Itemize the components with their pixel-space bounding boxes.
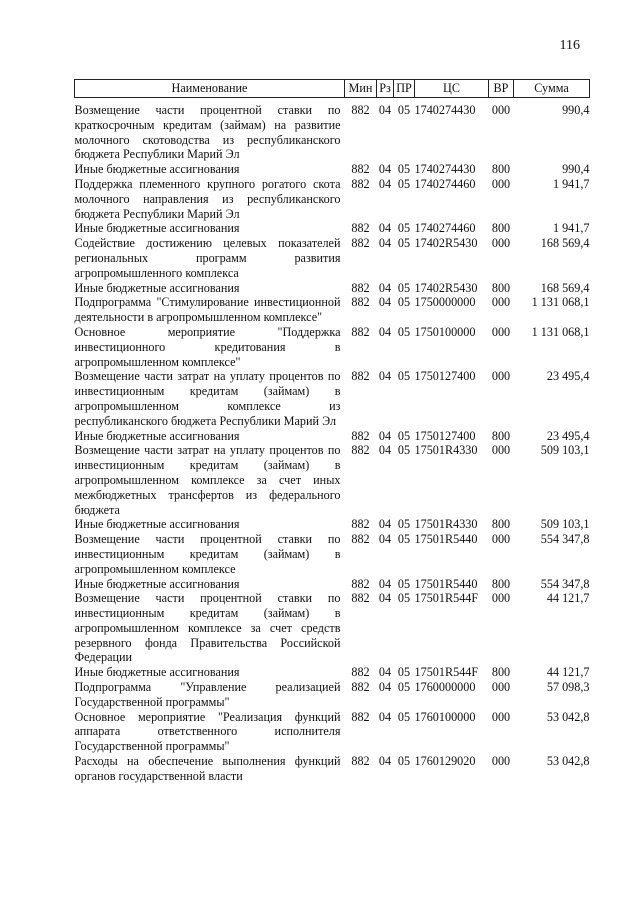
row-sum: 168 569,4: [540, 236, 590, 251]
row-vr: 000: [491, 443, 511, 458]
row-vr: 800: [491, 162, 511, 177]
row-pr: 05: [397, 591, 411, 606]
row-min: 882: [351, 665, 370, 680]
row-vr: 800: [491, 221, 511, 236]
row-name: Возмещение части процентной ставки по инвестиционным кредитам (займам) в агропромышленном комплексе: [74, 532, 341, 576]
row-cs: 1760129020: [414, 754, 476, 769]
row-sum: 509 103,1: [540, 517, 590, 532]
row-rz: 04: [378, 591, 392, 606]
row-name: Возмещение части затрат на уплату процентов по инвестиционным кредитам (займам) в агропромышленном комплексе из республиканского бюджета Республики Марий Эл: [74, 369, 341, 428]
row-vr: 000: [491, 103, 511, 117]
row-pr: 05: [397, 665, 411, 680]
table-header-row: [75, 80, 590, 98]
row-cs: 1750127400: [414, 369, 476, 384]
row-min: 882: [351, 295, 370, 310]
row-sum: 44 121,7: [546, 591, 590, 606]
row-vr: 000: [491, 680, 511, 695]
row-vr: 000: [491, 591, 511, 606]
row-min: 882: [351, 517, 370, 532]
row-name: Иные бюджетные ассигнования: [74, 517, 240, 532]
row-sum: 1 941,7: [552, 221, 590, 236]
row-min: 882: [351, 236, 370, 251]
table-row: [75, 577, 590, 592]
row-name: Поддержка племенного крупного рогатого скота молочного направления из республиканского бюджета Республики Марий Эл: [74, 176, 341, 221]
row-name: Иные бюджетные ассигнования: [74, 162, 240, 177]
row-pr: 05: [397, 680, 411, 695]
row-rz: 04: [378, 221, 392, 236]
row-sum: 554 347,8: [540, 532, 590, 547]
row-pr: 05: [397, 280, 411, 295]
row-name: Содействие достижению целевых показателей региональных программ развития агропромышленного комплекса: [74, 236, 341, 280]
row-pr: 05: [397, 324, 411, 339]
table-row: [75, 517, 590, 532]
row-min: 882: [351, 576, 370, 591]
table-row: [75, 429, 590, 444]
table-row: [75, 221, 590, 236]
row-vr: 000: [491, 176, 511, 191]
row-min: 882: [351, 221, 370, 236]
row-cs: 1740274430: [414, 162, 476, 177]
header-pr: ПР: [394, 80, 415, 98]
row-cs: 17501R4330: [414, 443, 478, 458]
row-pr: 05: [397, 532, 411, 547]
row-name: Иные бюджетные ассигнования: [74, 428, 240, 443]
row-vr: 000: [491, 532, 511, 547]
row-rz: 04: [378, 754, 392, 769]
row-name: Иные бюджетные ассигнования: [74, 576, 240, 591]
row-vr: 800: [491, 576, 511, 591]
row-pr: 05: [397, 754, 411, 769]
row-sum: 53 042,8: [546, 754, 590, 769]
row-rz: 04: [378, 295, 392, 310]
row-rz: 04: [378, 709, 392, 724]
row-rz: 04: [378, 517, 392, 532]
row-rz: 04: [378, 369, 392, 384]
row-sum: 23 495,4: [546, 428, 590, 443]
row-sum: 53 042,8: [546, 709, 590, 724]
row-pr: 05: [397, 162, 411, 177]
table-row: [75, 665, 590, 680]
row-rz: 04: [378, 443, 392, 458]
header-vr: ВР: [489, 80, 514, 98]
row-cs: 17402R5430: [414, 280, 478, 295]
row-name: Возмещение части процентной ставки по краткосрочным кредитам (займам) на развитие молочного скотоводства из республиканского бюджета Республики Марий Эл: [74, 103, 341, 162]
row-pr: 05: [397, 221, 411, 236]
row-rz: 04: [378, 680, 392, 695]
row-cs: 1760100000: [414, 709, 476, 724]
table-row: [75, 443, 590, 517]
row-cs: 17501R5440: [414, 532, 478, 547]
row-rz: 04: [378, 103, 392, 117]
row-cs: 1740274460: [414, 176, 476, 191]
page-number: 116: [559, 38, 580, 53]
row-vr: 000: [491, 295, 511, 310]
row-cs: 17501R4330: [414, 517, 478, 532]
row-min: 882: [351, 709, 370, 724]
table-row: [75, 103, 590, 162]
row-pr: 05: [397, 176, 411, 191]
row-vr: 800: [491, 517, 511, 532]
row-name: Возмещение части затрат на уплату процентов по инвестиционным кредитам (займам) в агропромышленном комплексе за счет иных межбюджетных трансфертов из федерального бюджета: [74, 443, 341, 517]
row-rz: 04: [378, 176, 392, 191]
row-min: 882: [351, 369, 370, 384]
row-pr: 05: [397, 576, 411, 591]
row-name: Иные бюджетные ассигнования: [74, 221, 240, 236]
row-cs: 17501R544F: [414, 591, 479, 606]
row-pr: 05: [397, 295, 411, 310]
header-cs: ЦС: [415, 80, 489, 98]
header-rz: Рз: [377, 80, 394, 98]
row-rz: 04: [378, 532, 392, 547]
table-row: [75, 177, 590, 221]
row-cs: 1750127400: [414, 428, 476, 443]
row-sum: 990,4: [562, 162, 590, 177]
row-name: Расходы на обеспечение выполнения функций органов государственной власти: [74, 754, 341, 783]
row-cs: 1750100000: [414, 324, 476, 339]
row-name: Подпрограмма "Управление реализацией Государственной программы": [74, 680, 341, 709]
row-sum: 23 495,4: [546, 369, 590, 384]
row-rz: 04: [378, 162, 392, 177]
row-sum: 990,4: [562, 103, 590, 117]
row-sum: 1 941,7: [552, 176, 590, 191]
row-sum: 168 569,4: [540, 280, 590, 295]
row-min: 882: [351, 176, 370, 191]
table-row: [75, 162, 590, 177]
row-min: 882: [351, 162, 370, 177]
row-pr: 05: [397, 103, 411, 117]
table-row: [75, 369, 590, 428]
table-row: [75, 754, 590, 784]
header-min: Мин: [345, 80, 377, 98]
row-vr: 000: [491, 324, 511, 339]
row-pr: 05: [397, 443, 411, 458]
row-rz: 04: [378, 428, 392, 443]
row-sum: 509 103,1: [540, 443, 590, 458]
table-row: [75, 281, 590, 296]
row-vr: 800: [491, 428, 511, 443]
row-min: 882: [351, 324, 370, 339]
row-cs: 17402R5430: [414, 236, 478, 251]
row-sum: 57 098,3: [546, 680, 590, 695]
row-rz: 04: [378, 324, 392, 339]
row-pr: 05: [397, 369, 411, 384]
row-rz: 04: [378, 576, 392, 591]
row-vr: 000: [491, 236, 511, 251]
row-vr: 800: [491, 280, 511, 295]
row-pr: 05: [397, 709, 411, 724]
row-min: 882: [351, 754, 370, 769]
table-row: [75, 325, 590, 369]
row-cs: 1750000000: [414, 295, 476, 310]
table-body: [75, 98, 590, 784]
row-sum: 1 131 068,1: [531, 324, 590, 339]
row-min: 882: [351, 280, 370, 295]
row-min: 882: [351, 428, 370, 443]
row-cs: 1740274460: [414, 221, 476, 236]
row-min: 882: [351, 443, 370, 458]
row-name: Основное мероприятие "Поддержка инвестиционного кредитования в агропромышленном комплексе": [74, 324, 341, 369]
row-vr: 000: [491, 754, 511, 769]
table-row: [75, 680, 590, 710]
row-min: 882: [351, 680, 370, 695]
row-sum: 1 131 068,1: [531, 295, 590, 310]
row-vr: 000: [491, 369, 511, 384]
row-sum: 554 347,8: [540, 576, 590, 591]
row-sum: 44 121,7: [546, 665, 590, 680]
row-name: Возмещение части процентной ставки по инвестиционным кредитам (займам) в агропромышленном комплексе за счет средств резервного фонда Правительства Российской Федерации: [74, 591, 341, 665]
table-row: [75, 591, 590, 665]
row-min: 882: [351, 103, 370, 117]
row-rz: 04: [378, 280, 392, 295]
row-cs: 1760000000: [414, 680, 476, 695]
table-row: [75, 710, 590, 754]
table-row: [75, 295, 590, 325]
row-vr: 000: [491, 709, 511, 724]
row-rz: 04: [378, 665, 392, 680]
row-cs: 17501R5440: [414, 576, 478, 591]
budget-table: [74, 79, 590, 784]
row-rz: 04: [378, 236, 392, 251]
table-row: [75, 236, 590, 280]
row-min: 882: [351, 591, 370, 606]
row-min: 882: [351, 532, 370, 547]
header-name: Наименование: [75, 80, 345, 98]
row-cs: 17501R544F: [414, 665, 479, 680]
row-pr: 05: [397, 428, 411, 443]
row-pr: 05: [397, 517, 411, 532]
row-name: Основное мероприятие "Реализация функций аппарата ответственного исполнителя Государственной программы": [74, 709, 341, 754]
row-name: Иные бюджетные ассигнования: [74, 665, 240, 680]
header-sum: Сумма: [514, 80, 590, 98]
row-vr: 800: [491, 665, 511, 680]
table-row: [75, 532, 590, 576]
row-name: Иные бюджетные ассигнования: [74, 280, 240, 295]
row-cs: 1740274430: [414, 103, 476, 117]
row-pr: 05: [397, 236, 411, 251]
row-name: Подпрограмма "Стимулирование инвестиционной деятельности в агропромышленном комплексе": [74, 295, 341, 325]
